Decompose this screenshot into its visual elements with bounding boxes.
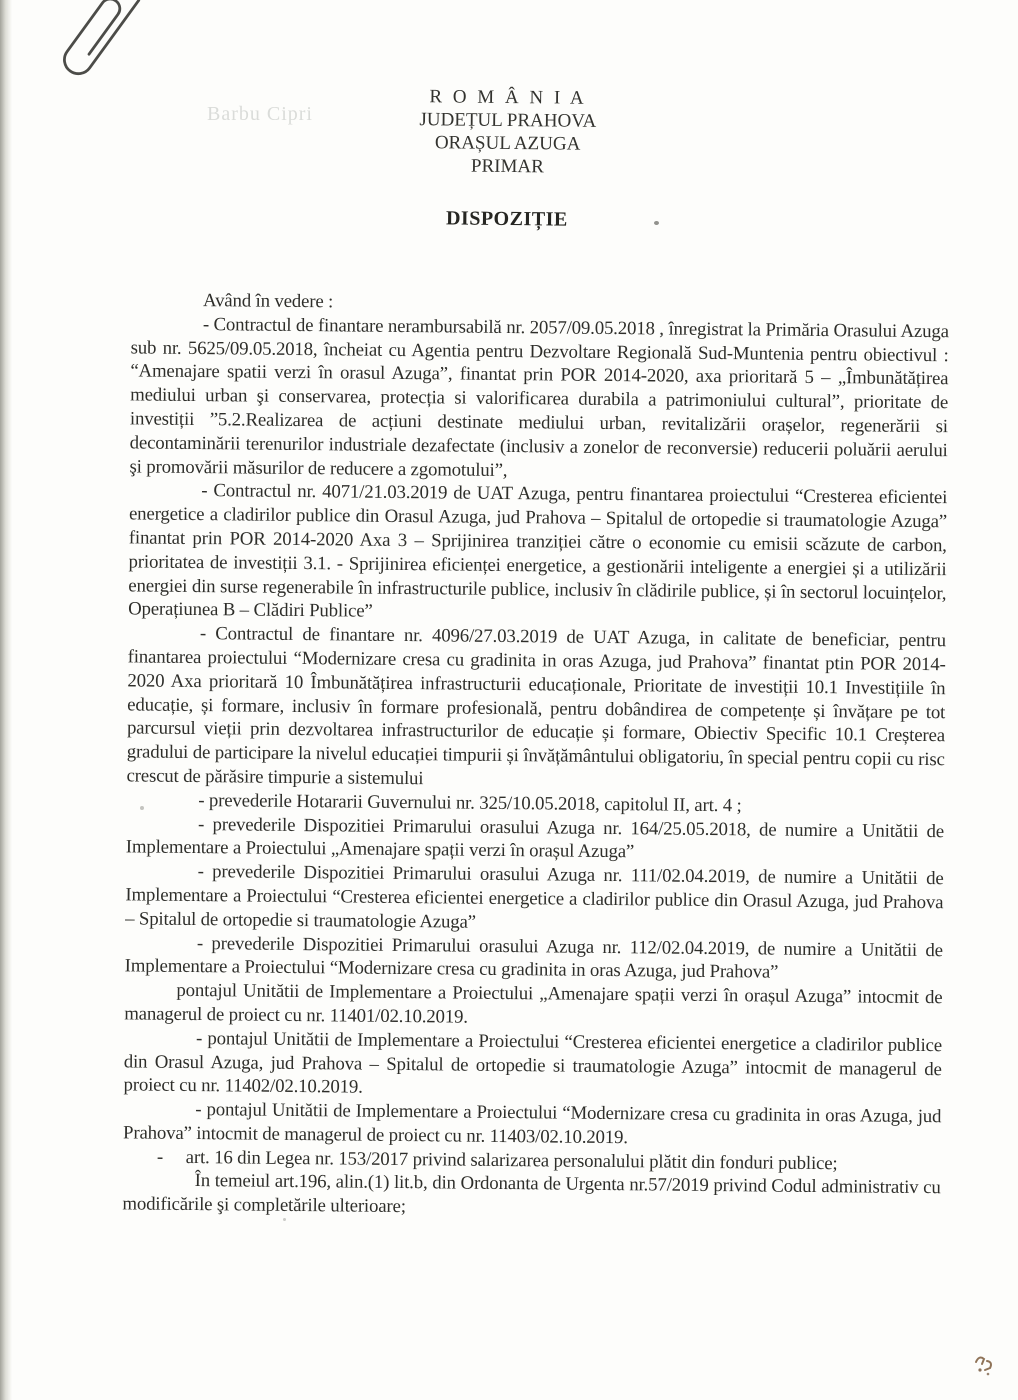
document-letterhead xyxy=(0,0,1018,183)
ink-speck xyxy=(283,1218,286,1221)
document-title: DISPOZIȚIE xyxy=(445,207,568,231)
stain-mark xyxy=(972,1352,998,1385)
paragraph-hotarare-guvern: - prevederile Hotararii Guvernului nr. 325/10.05.2018, capitolul II, art. 4 ; xyxy=(198,789,742,817)
paragraph-contract-4096: - Contractul de finantare nr. 4096/27.03.2019 de UAT Azuga, in calitate de beneficiar, pentru finantarea proiectului “Modernizare cresa cu gradinita in oras Azuga, jud Prahova” finantat ptin POR 2014-2020 Axa prioritară 10 Îmbunătățirea infrastructurii educaționale, Prioritate de investiții 10.1 Investițiile în educație, și formare, inclusiv în formare profesională, pentru dobândirea de competențe și învățare pe tot parcursul vieții prin dezvoltarea infrastructurilor de educație și formare, Obiectiv Specific 10.1 Creșterea gradului de participare la nivelul educației timpurii și învățământului obligatoriu, în special pentru copii cu risc crescut de părăsire timpurie a sistemului xyxy=(126,623,946,790)
document-body xyxy=(122,288,949,1224)
paragraph-contract-4071: - Contractul nr. 4071/21.03.2019 de UAT Azuga, pentru finantarea proiectului “Cresterea eficientei energetice a cladirilor publice din Orasul Azuga, jud Prahova – Spitalul de ortopedie si traumatologie Azuga” finantat prin POR 2014-2020 Axa 3 – Sprijinirea tranziției către o economie cu emisii scăzute de carbon, prioritatea de investiții 3.1. - Sprijinirea eficienței energetice, a gestionării inteligente a energiei și a utilizării energiei din surse regenerabile în infrastructurile publice, inclusiv în clădirile publice, și în sectorul locuințelor, Operațiunea B – Clădiri Publice” xyxy=(128,480,948,623)
paragraph-pontaj-11401: pontajul Unitătii de Implementare a Proiectului „Amenajare spații verzi în orașul Azuga” intocmit de managerul de proiect cu nr. 11401/02.10.2019. xyxy=(124,979,943,1028)
paragraph-dispozitie-164: - prevederile Dispozitiei Primarului orasului Azuga nr. 164/25.05.2018, de numire a Unitătii de Implementare a Proiectului „Amenajare spații verzi în orașul Azuga” xyxy=(125,813,945,863)
paragraph-contract-2057: - Contractul de finantare nerambursabilă nr. 2057/09.05.2018 , înregistrat la Primăria Orasului Azuga sub nr. 5625/09.05.2018, încheiat cu Agentia pentru Dezvoltare Regională Sud-Muntenia pentru obiectivul : “Amenajare spatii verzi în orasul Azuga”, finantat prin POR 2014-2020, axa prioritară 5 – „Îmbunătățirea mediului urban şi conservarea, protecția si valorificarea durabila a patrimoniului cultural”, prioritate de investiții ”5.2.Realizarea de acțiuni destinate mediului urban, revitalizării orașelor, regenerării si decontaminării terenurilor industriale dezafectate (inclusiv a zonelor de reconversie) reducerii poluării aerului şi promovării măsurilor de reducere a zgomotului”, xyxy=(129,313,949,481)
paragraph-legea-153: - art. 16 din Legea nr. 153/2017 privind salarizarea personalului plătit din fonduri publice; xyxy=(156,1146,838,1174)
ink-speck xyxy=(654,221,659,225)
paragraph-intro: Având în vedere : xyxy=(202,290,334,313)
paragraph-dispozitie-111: - prevederile Dispozitiei Primarului orasului Azuga nr. 111/02.04.2019, de numire a Unitătii de Implementare a Proiectului “Cresterea eficientei energetice a cladirilor publice din Orasul Azuga, jud Prahova – Spitalul de ortopedie si traumatologie Azuga” xyxy=(125,861,944,933)
paragraph-temei-oug-57: În temeiul art.196, alin.(1) lit.b, din Ordonanta de Urgenta nr.57/2019 privind Codul administrativ cu modificările şi completările ulterioare; xyxy=(122,1170,941,1218)
letterhead-office: PRIMAR xyxy=(470,155,544,178)
bleed-through-name-text: Barbu Cipri xyxy=(207,103,313,125)
paragraph-pontaj-11403: - pontajul Unitătii de Implementare a Proiectului “Modernizare cresa cu gradinita in oras Azuga, jud Prahova” intocmit de managerul de proiect cu nr. 11403/02.10.2019. xyxy=(123,1099,942,1149)
letterhead-city: ORAȘUL AZUGA xyxy=(434,132,581,155)
paragraph-pontaj-11402: - pontajul Unitătii de Implementare a Proiectului “Cresterea eficientei energetice a cladirilor publice din Orasul Azuga, jud Prahova – Spitalul de ortopedie si traumatologie Azuga” intocmit de managerul de proiect cu nr. 11402/02.10.2019. xyxy=(123,1027,943,1098)
ink-speck xyxy=(140,806,144,810)
paragraph-dispozitie-112: - prevederile Dispozitiei Primarului orasului Azuga nr. 112/02.04.2019, de numire a Unitătii de Implementare a Proiectului “Modernizare cresa cu gradinita in oras Azuga, jud Prahova” xyxy=(124,932,943,983)
letterhead-country: R O M Â N I A xyxy=(429,86,587,109)
letterhead-county: JUDEȚUL PRAHOVA xyxy=(419,109,597,132)
